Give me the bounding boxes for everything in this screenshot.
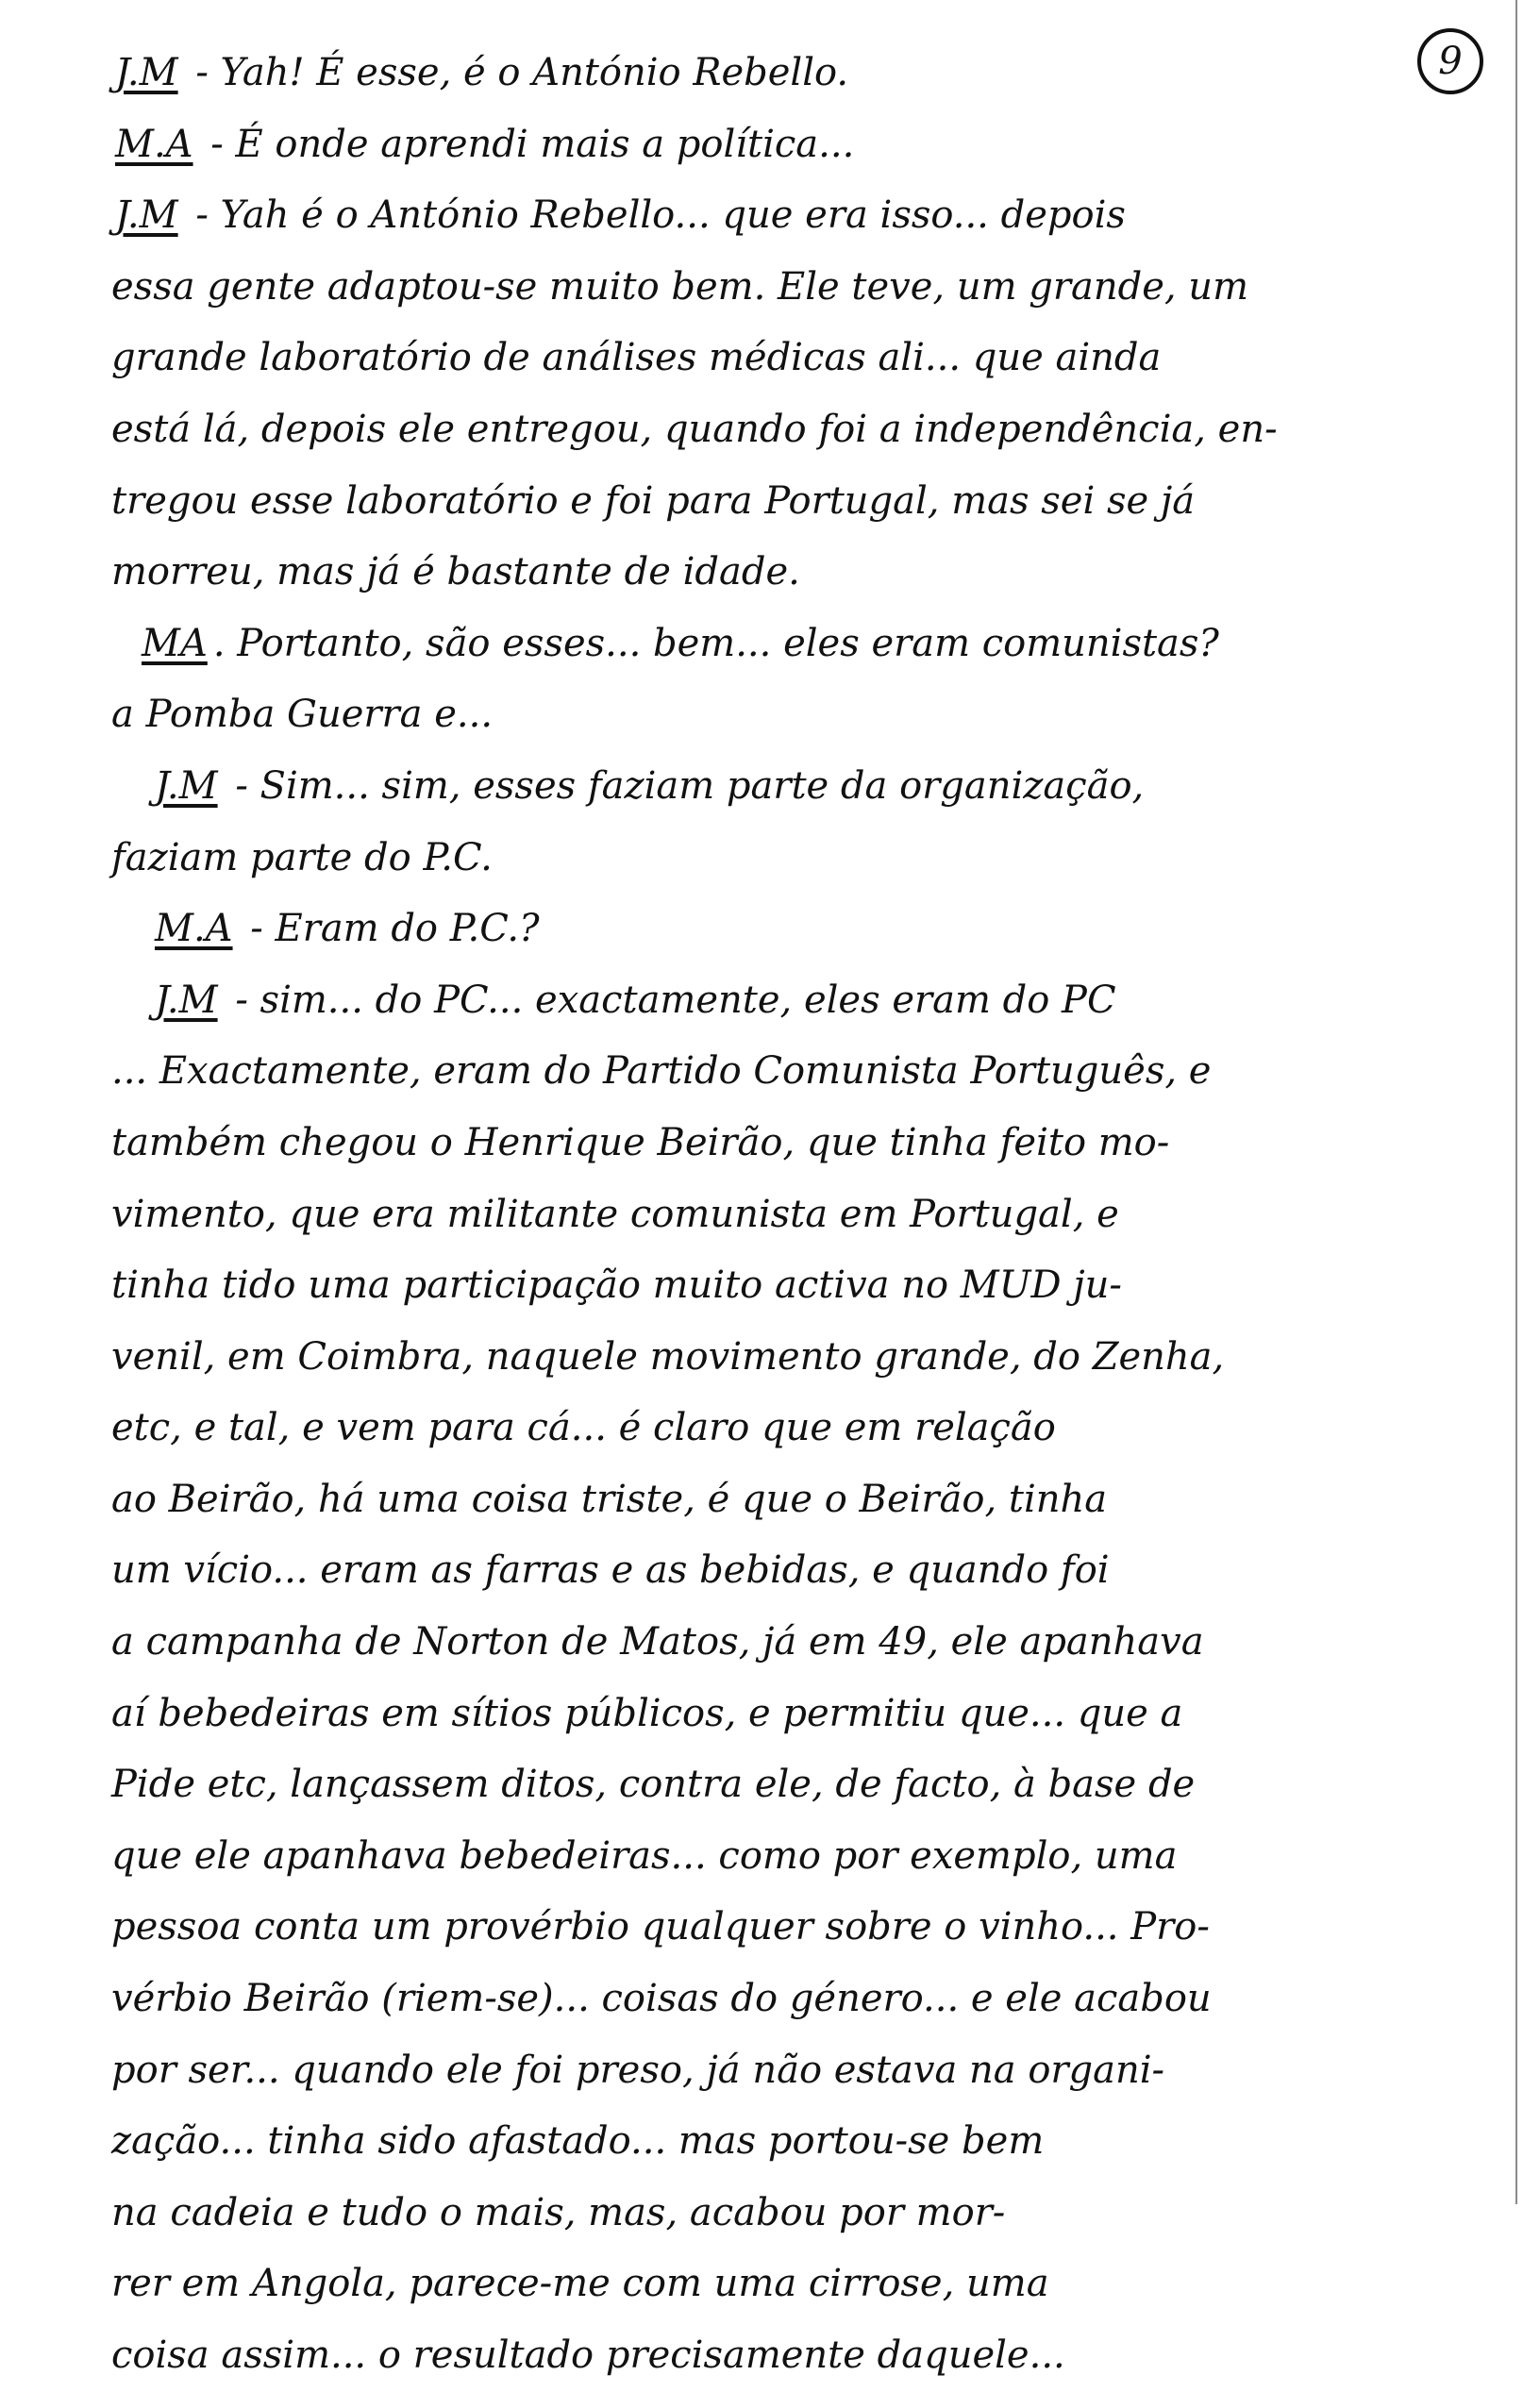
transcript-line bbox=[106, 1322, 1502, 1394]
transcript-line bbox=[106, 109, 1502, 181]
transcript-line bbox=[106, 394, 1502, 466]
transcript-line bbox=[106, 679, 1502, 751]
transcript-line bbox=[106, 894, 1502, 965]
transcript-line bbox=[106, 1607, 1502, 1679]
transcript-line bbox=[106, 2035, 1502, 2107]
line-text: tinha tido uma participação muito activa no MUD ju- bbox=[111, 1263, 1122, 1308]
line-text: coisa assim... o resultado precisamente daquele... bbox=[111, 2333, 1065, 2377]
transcript-line bbox=[106, 751, 1502, 823]
line-text: tregou esse laboratório e foi para Portugal, mas sei se já bbox=[111, 478, 1196, 523]
line-text: vérbio Beirão (riem-se)... coisas do género... e ele acabou bbox=[111, 1977, 1212, 2021]
line-text: a campanha de Norton de Matos, já em 49, ele apanhava bbox=[111, 1620, 1204, 1664]
line-text: aí bebedeiras em sítios públicos, e permitiu que... que a bbox=[111, 1691, 1183, 1735]
transcript-body bbox=[106, 38, 1502, 2392]
speaker-label: MA bbox=[142, 621, 208, 665]
speaker-label: J.M bbox=[155, 763, 218, 808]
transcript-line bbox=[106, 1179, 1502, 1251]
line-text: morreu, mas já é bastante de idade. bbox=[111, 550, 800, 594]
page-edge-rule bbox=[1515, 0, 1517, 2204]
speaker-label: J.M bbox=[115, 193, 178, 238]
line-text: pessoa conta um provérbio qualquer sobre o vinho... Pro- bbox=[111, 1905, 1210, 1949]
line-text: que ele apanhava bebedeiras... como por exemplo, uma bbox=[111, 1833, 1178, 1878]
line-text: - É onde aprendi mais a política... bbox=[198, 122, 855, 166]
transcript-line bbox=[106, 965, 1502, 1037]
line-text: essa gente adaptou-se muito bem. Ele teve, um grande, um bbox=[111, 264, 1248, 309]
page-number: 9 bbox=[1417, 28, 1483, 94]
transcript-line bbox=[106, 1393, 1502, 1464]
transcript-line bbox=[106, 38, 1502, 109]
line-text: zação... tinha sido afastado... mas portou-se bem bbox=[111, 2119, 1045, 2164]
transcript-line bbox=[106, 466, 1502, 538]
line-text: venil, em Coimbra, naquele movimento grande, do Zenha, bbox=[111, 1334, 1225, 1379]
transcript-line bbox=[106, 323, 1502, 394]
line-text: na cadeia e tudo o mais, mas, acabou por mor- bbox=[111, 2190, 1006, 2234]
line-text: - Sim... sim, esses faziam parte da organização, bbox=[223, 763, 1145, 808]
line-text: ... Exactamente, eram do Partido Comunista Português, e bbox=[111, 1049, 1212, 1094]
line-text: etc, e tal, e vem para cá... é claro que em relação bbox=[111, 1406, 1056, 1450]
transcript-line bbox=[106, 2178, 1502, 2250]
line-text: rer em Angola, parece-me com uma cirrose, uma bbox=[111, 2262, 1049, 2306]
line-text: ao Beirão, há uma coisa triste, é que o Beirão, tinha bbox=[111, 1477, 1108, 1521]
speaker-label: M.A bbox=[155, 907, 233, 951]
transcript-line bbox=[106, 2320, 1502, 2392]
transcript-line bbox=[106, 1749, 1502, 1821]
line-text: - Yah! É esse, é o António Rebello. bbox=[183, 51, 849, 94]
line-text: a Pomba Guerra e... bbox=[111, 693, 494, 737]
line-text: - sim... do PC... exactamente, eles eram do PC bbox=[223, 978, 1116, 1022]
line-text: vimento, que era militante comunista em Portugal, e bbox=[111, 1192, 1119, 1236]
line-text: . Portanto, são esses... bem... eles eram comunistas? bbox=[212, 621, 1219, 665]
transcript-line bbox=[106, 1250, 1502, 1322]
transcript-line bbox=[106, 1679, 1502, 1750]
transcript-line bbox=[106, 2249, 1502, 2320]
line-text: - Eram do P.C.? bbox=[238, 907, 540, 951]
transcript-line bbox=[106, 2106, 1502, 2178]
line-text: - Yah é o António Rebello... que era isso... depois bbox=[183, 193, 1126, 238]
transcript-line bbox=[106, 1036, 1502, 1108]
transcript-line bbox=[106, 180, 1502, 252]
transcript-line bbox=[106, 252, 1502, 324]
transcript-line bbox=[106, 609, 1502, 680]
speaker-label: J.M bbox=[155, 978, 218, 1022]
transcript-line bbox=[106, 1464, 1502, 1536]
line-text: também chegou o Henrique Beirão, que tinha feito mo- bbox=[111, 1120, 1170, 1164]
line-text: grande laboratório de análises médicas ali... que ainda bbox=[111, 336, 1162, 380]
line-text: está lá, depois ele entregou, quando foi a independência, en- bbox=[111, 407, 1278, 451]
transcript-line bbox=[106, 823, 1502, 895]
line-text: por ser... quando ele foi preso, já não estava na organi- bbox=[111, 2048, 1165, 2092]
line-text: faziam parte do P.C. bbox=[111, 835, 493, 879]
transcript-line bbox=[106, 1535, 1502, 1607]
transcript-line bbox=[106, 537, 1502, 609]
speaker-label: J.M bbox=[115, 51, 178, 94]
speaker-label: M.A bbox=[115, 122, 193, 166]
transcript-line bbox=[106, 1108, 1502, 1179]
line-text: um vício... eram as farras e as bebidas, e quando foi bbox=[111, 1548, 1110, 1593]
transcript-line bbox=[106, 1821, 1502, 1893]
transcript-line bbox=[106, 1964, 1502, 2035]
transcript-line bbox=[106, 1892, 1502, 1964]
line-text: Pide etc, lançassem ditos, contra ele, de facto, à base de bbox=[111, 1763, 1196, 1807]
